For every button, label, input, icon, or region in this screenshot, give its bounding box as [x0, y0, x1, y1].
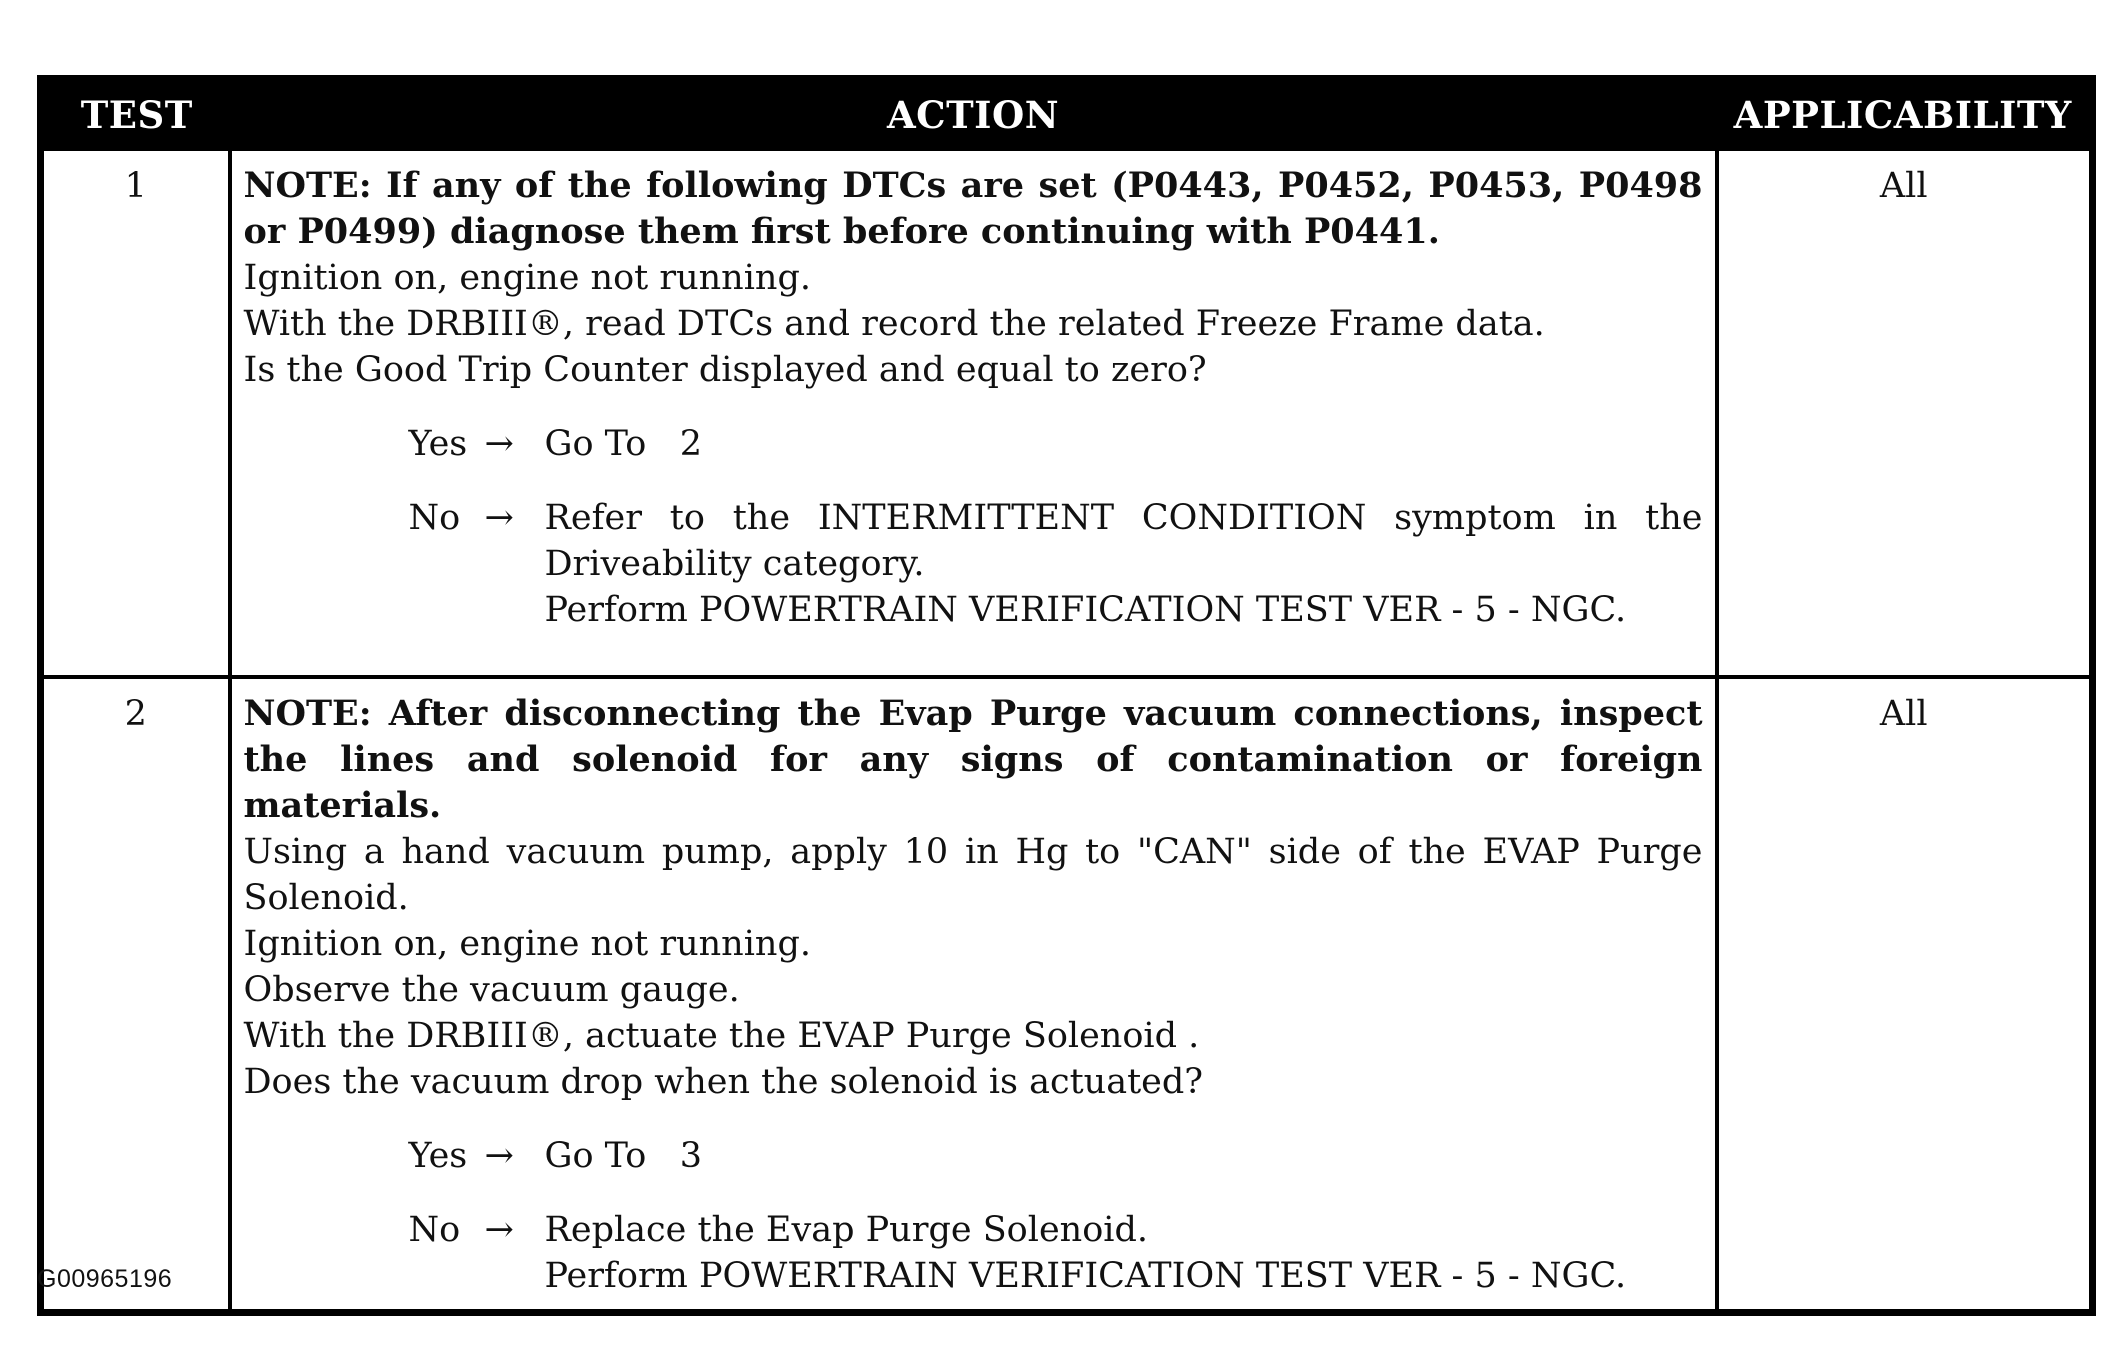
branch-line: Replace the Evap Purge Solenoid. — [544, 1210, 1148, 1250]
branch-line: Go To 2 — [544, 424, 702, 464]
no-branch — [409, 495, 1703, 633]
yes-branch — [409, 421, 1703, 467]
header-test: TEST — [41, 79, 230, 150]
action-line: Ignition on, engine not running. — [243, 924, 811, 964]
no-label: No — [408, 1210, 461, 1250]
action-line: Does the vacuum drop when the solenoid is actuated? — [243, 1062, 1204, 1102]
branch-line: Perform POWERTRAIN VERIFICATION TEST VER - 5 - NGC. — [544, 590, 1627, 630]
right-arrow-icon: → — [484, 1136, 514, 1176]
branch-line: Go To 3 — [544, 1136, 702, 1176]
yes-label: Yes — [408, 1136, 468, 1176]
table-row — [41, 677, 2093, 1313]
right-arrow-icon: → — [484, 498, 514, 538]
branch-line: Refer to the INTERMITTENT CONDITION symptom in the Driveability category. — [544, 498, 1703, 584]
right-arrow-icon: → — [484, 1210, 514, 1250]
branch-text — [545, 1207, 1703, 1299]
test-number: 2 — [41, 677, 230, 1313]
note-text: NOTE: If any of the following DTCs are set (P0443, P0452, P0453, P0498 or P0499) diagnose them first before continuing with P0441. — [243, 165, 1703, 252]
action-line: Using a hand vacuum pump, apply 10 in Hg to "CAN" side of the EVAP Purge Solenoid. — [243, 832, 1703, 918]
no-label: No — [408, 498, 461, 538]
applicability-value: All — [1717, 149, 2093, 677]
branch-line: Perform POWERTRAIN VERIFICATION TEST VER - 5 - NGC. — [544, 1256, 1627, 1296]
action-line: With the DRBIII®, actuate the EVAP Purge Solenoid . — [243, 1016, 1200, 1056]
action-cell — [230, 677, 1717, 1313]
action-cell — [230, 149, 1717, 677]
header-action: ACTION — [230, 79, 1717, 150]
table-row — [41, 149, 2093, 677]
action-line: Is the Good Trip Counter displayed and equal to zero? — [243, 350, 1207, 390]
diagnostic-test-table — [37, 75, 2096, 1316]
right-arrow-icon: → — [484, 424, 514, 464]
note-text: NOTE: After disconnecting the Evap Purge vacuum connections, inspect the lines and solenoid for any signs of contamination or foreign materials. — [243, 693, 1703, 826]
action-line: Ignition on, engine not running. — [243, 258, 811, 298]
action-line: Observe the vacuum gauge. — [243, 970, 740, 1010]
header-applicability: APPLICABILITY — [1717, 79, 2093, 150]
figure-id: G00965196 — [37, 1265, 173, 1293]
applicability-value: All — [1717, 677, 2093, 1313]
no-branch — [409, 1207, 1703, 1299]
action-line: With the DRBIII®, read DTCs and record the related Freeze Frame data. — [243, 304, 1545, 344]
branch-text — [545, 495, 1703, 633]
test-number: 1 — [41, 149, 230, 677]
table-header-row — [41, 79, 2093, 150]
yes-branch — [409, 1133, 1703, 1179]
branch-text — [545, 421, 1703, 467]
branch-text — [545, 1133, 1703, 1179]
yes-label: Yes — [408, 424, 468, 464]
